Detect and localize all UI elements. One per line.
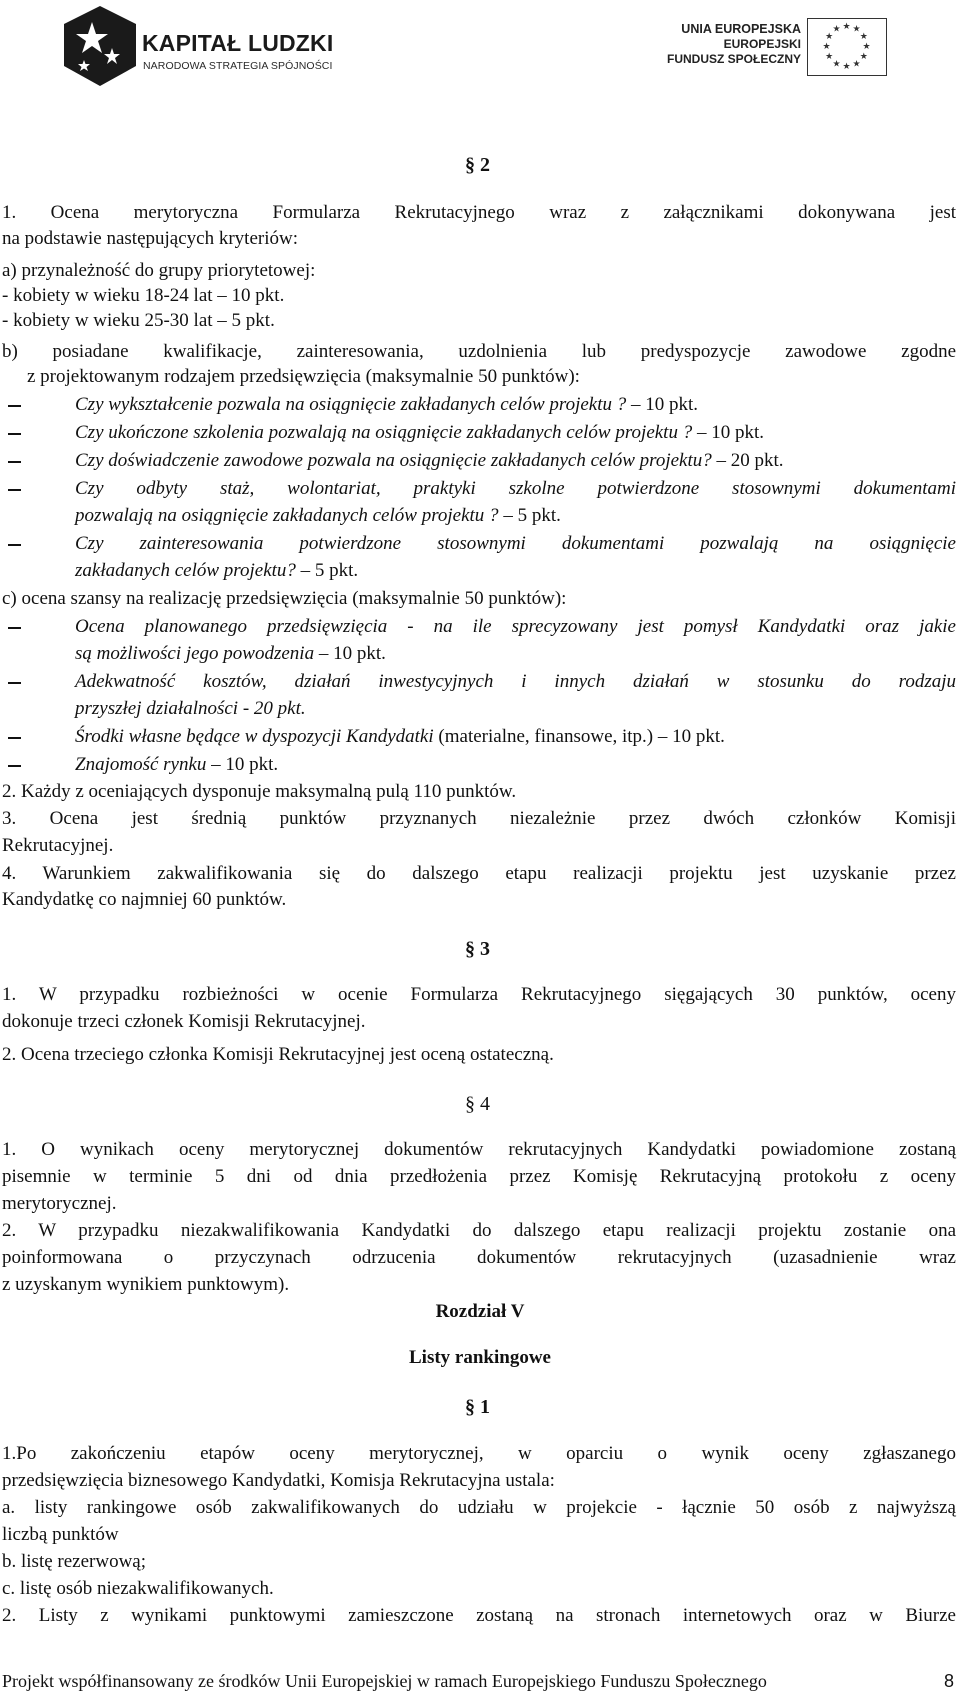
bullet-dash (8, 682, 21, 684)
criterion-b-line-1: b) posiadane kwalifikacje, zainteresowania, uzdolnienia lub predyspozycje zawodowe zgodne (2, 341, 956, 362)
logo-title: KAPITAŁ LUDZKI (142, 30, 334, 56)
section-4-point-1-line-3: merytorycznej. (2, 1193, 117, 1214)
criterion-c-item-1-line-1: Ocena planowanego przedsięwzięcia - na ile sprecyzowany jest pomysł Kandydatki oraz jakie (75, 616, 956, 637)
section-4-point-1-line-2: pisemnie w terminie 5 dni od dnia przedłożenia przez Komisję Rekrutacyjną protokołu z oceny (2, 1166, 956, 1187)
section-3-heading: § 3 (465, 938, 490, 960)
kapital-ludzki-emblem-icon (62, 4, 138, 88)
section-4-point-2-line-2: poinformowana o przyczynach odrzucenia dokumentów rekrutacyjnych (uzasadnienie wraz (2, 1247, 956, 1268)
section-4-point-2-line-3: z uzyskanym wynikiem punktowym). (2, 1274, 290, 1295)
criterion-a-item-1: - kobiety w wieku 18-24 lat – 10 pkt. (2, 285, 285, 306)
section-4-point-2-line-1: 2. W przypadku niezakwalifikowania Kandydatki do dalszego etapu realizacji projektu zostanie ona (2, 1220, 956, 1241)
eu-logo (665, 18, 895, 80)
paragraph-4-line-1: 4. Warunkiem zakwalifikowania się do dalszego etapu realizacji projektu jest uzyskanie przez (2, 863, 956, 884)
svg-text:★: ★ (852, 24, 861, 35)
page-header (0, 0, 960, 100)
criterion-a-item-2: - kobiety w wieku 25-30 lat – 5 pkt. (2, 310, 275, 331)
criterion-c-item-2-line-1: Adekwatność kosztów, działań inwestycyjnych i innych działań w stosunku do rodzaju (75, 671, 956, 692)
section-3-point-1-line-1: 1. W przypadku rozbieżności w ocenie Formularza Rekrutacyjnego sięgających 30 punktów, oceny (2, 984, 956, 1005)
bullet-dash (8, 461, 21, 463)
eu-logo-text (665, 22, 801, 67)
svg-text:★: ★ (859, 32, 868, 42)
svg-text:★: ★ (842, 22, 851, 32)
svg-text:★: ★ (832, 59, 841, 70)
page-footer (0, 1670, 960, 1693)
svg-text:★: ★ (832, 24, 841, 35)
section-3-point-2: 2. Ocena trzeciego członka Komisji Rekrutacyjnej jest oceną ostateczną. (2, 1044, 554, 1065)
ranking-item-c: c. listę osób niezakwalifikowanych. (2, 1578, 274, 1599)
bullet-dash (8, 544, 21, 546)
footer-text: Projekt współfinansowany ze środków Unii Europejskiej w ramach Europejskiego Funduszu Społecznego (2, 1671, 767, 1691)
kapital-ludzki-logo (62, 4, 362, 88)
ranking-point-2-line-1: 2. Listy z wynikami punktowymi zamieszczone zostaną na stronach internetowych oraz w Biurze (2, 1605, 956, 1626)
section-4-point-1-line-1: 1. O wynikach oceny merytorycznej dokumentów rekrutacyjnych Kandydatki powiadomione zostaną (2, 1139, 956, 1160)
paragraph-1-line-1: 1. Ocena merytoryczna Formularza Rekrutacyjnego wraz z załącznikami dokonywana jest (2, 202, 956, 223)
ranking-point-1-line-2: przedsięwzięcia biznesowego Kandydatki, Komisja Rekrutacyjna ustala: (2, 1470, 555, 1491)
criterion-c-item-1-line-2: są możliwości jego powodzenia – 10 pkt. (75, 643, 386, 664)
chapter-title: Listy rankingowe (409, 1347, 551, 1368)
criterion-b-item-5-line-2: zakładanych celów projektu? – 5 pkt. (75, 560, 359, 581)
criterion-b-item-1: Czy wykształcenie pozwala na osiągnięcie zakładanych celów projektu ? – 10 pkt. (75, 394, 699, 415)
logo-subtitle: NARODOWA STRATEGIA SPÓJNOŚCI (143, 60, 333, 72)
bullet-dash (8, 737, 21, 739)
bullet-dash (8, 765, 21, 767)
section-4-heading: § 4 (465, 1093, 490, 1115)
svg-text:★: ★ (825, 32, 834, 42)
eu-logo-line3: FUNDUSZ SPOŁECZNY (666, 52, 801, 66)
criterion-b-item-2: Czy ukończone szkolenia pozwalają na osiągnięcie zakładanych celów projektu ? – 10 pkt. (75, 422, 764, 443)
criterion-b-line-2: z projektowanym rodzajem przedsięwzięcia (maksymalnie 50 punktów): (27, 366, 580, 387)
bullet-dash (8, 433, 21, 435)
criterion-a: a) przynależność do grupy priorytetowej: (2, 260, 316, 281)
paragraph-3-line-1: 3. Ocena jest średnią punktów przyznanych niezależnie przez dwóch członków Komisji (2, 808, 956, 829)
svg-text:★: ★ (822, 42, 831, 52)
criterion-c-item-2-line-2: przyszłej działalności - 20 pkt. (75, 698, 306, 719)
criterion-c-item-3: Środki własne będące w dyspozycji Kandydatki (materialne, finansowe, itp.) – 10 pkt. (75, 726, 725, 747)
svg-text:★: ★ (842, 62, 851, 72)
ranking-item-a-line-2: liczbą punktów (2, 1524, 119, 1545)
paragraph-3-line-2: Rekrutacyjnej. (2, 835, 114, 856)
paragraph-4-line-2: Kandydatkę co najmniej 60 punktów. (2, 889, 287, 910)
section-3-point-1-line-2: dokonuje trzeci członek Komisji Rekrutacyjnej. (2, 1011, 366, 1032)
criterion-c: c) ocena szansy na realizację przedsięwzięcia (maksymalnie 50 punktów): (2, 588, 567, 609)
chapter-heading: Rozdział V (435, 1301, 525, 1322)
criterion-b-item-3: Czy doświadczenie zawodowe pozwala na osiągnięcie zakładanych celów projektu? – 20 pkt. (75, 450, 784, 471)
svg-text:★: ★ (825, 52, 834, 62)
paragraph-2: 2. Każdy z oceniających dysponuje maksymalną pulą 110 punktów. (2, 781, 517, 802)
bullet-dash (8, 489, 21, 491)
page-number: 8 (944, 1671, 955, 1691)
eu-flag-icon (807, 18, 887, 76)
criterion-c-item-4: Znajomość rynku – 10 pkt. (75, 754, 279, 775)
bullet-dash (8, 627, 21, 629)
svg-text:★: ★ (862, 42, 871, 52)
section-1-heading: § 1 (465, 1396, 490, 1418)
ranking-item-b: b. listę rezerwową; (2, 1551, 147, 1572)
eu-logo-line2: EUROPEJSKI (723, 37, 801, 51)
bullet-dash (8, 405, 21, 407)
ranking-item-a-line-1: a. listy rankingowe osób zakwalifikowanych do udziału w projekcie - łącznie 50 osób z najwyższą (2, 1497, 956, 1518)
ranking-point-1-line-1: 1.Po zakończeniu etapów oceny merytorycznej, w oparciu o wynik oceny zgłaszanego (2, 1443, 956, 1464)
svg-text:★: ★ (859, 52, 868, 62)
svg-text:★: ★ (852, 59, 861, 70)
paragraph-1-line-2: na podstawie następujących kryteriów: (2, 228, 298, 249)
criterion-b-item-4-line-1: Czy odbyty staż, wolontariat, praktyki szkolne potwierdzone stosownymi dokumentami (75, 478, 956, 499)
section-2-heading: § 2 (465, 154, 490, 176)
eu-logo-line1: UNIA EUROPEJSKA (681, 22, 801, 36)
criterion-b-item-4-line-2: pozwalają na osiągnięcie zakładanych celów projektu ? – 5 pkt. (75, 505, 561, 526)
criterion-b-item-5-line-1: Czy zainteresowania potwierdzone stosownymi dokumentami pozwalają na osiągnięcie (75, 533, 956, 554)
